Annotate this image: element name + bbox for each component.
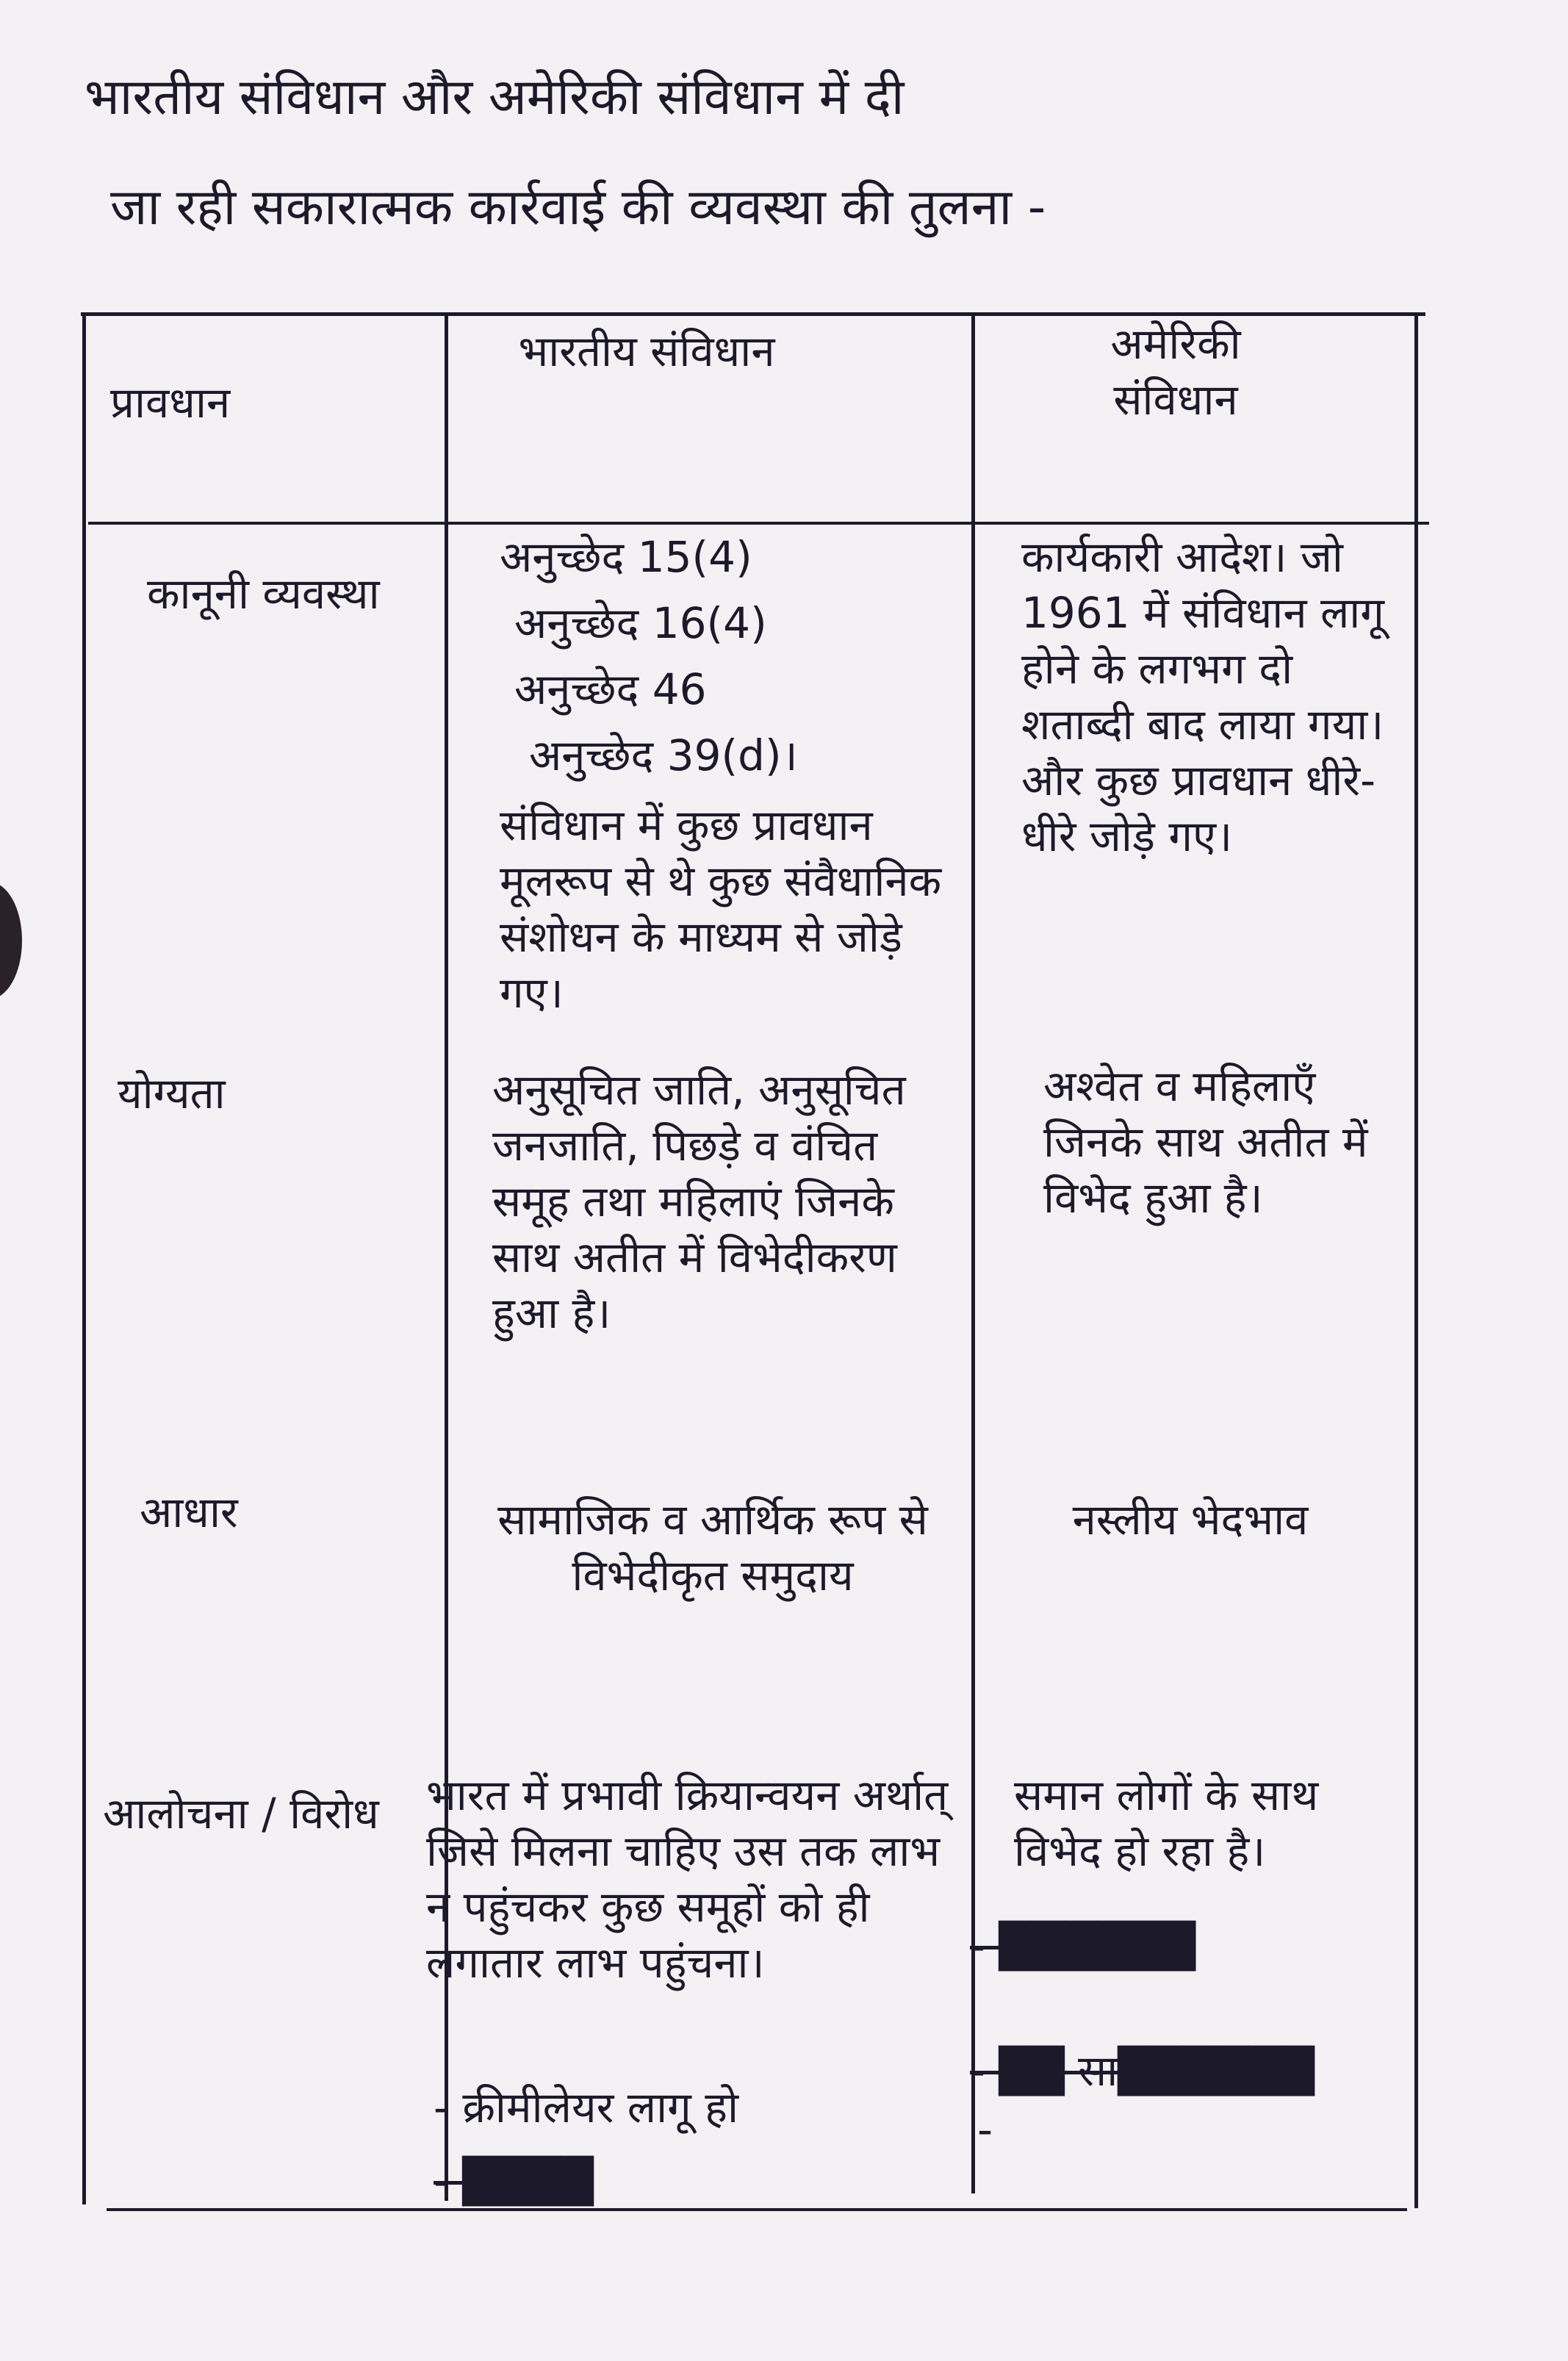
row-legal-indian-line-4: अनुच्छेद 39(d)।: [529, 730, 798, 780]
row-legal-label: कानूनी व्यवस्था: [147, 569, 380, 619]
row-criticism-indian-text: भारत में प्रभावी क्रियान्वयन अर्थात् जिसे मिलना चाहिए उस तक लाभ न पहुंचकर कुछ समूहों को ही लगातार लाभ पहुंचना।: [426, 1770, 949, 1988]
row-criticism-american-text: समान लोगों के साथ विभेद हो रहा है।: [1014, 1770, 1319, 1876]
row-criticism-indian-bullet-2-struck: - ████: [434, 2156, 594, 2206]
row-legal-indian-line-2: अनुच्छेद 16(4): [514, 598, 767, 648]
row-criticism-american-bullet-3: -: [977, 2105, 993, 2155]
row-criticism-label: आलोचना / विरोध: [103, 1789, 379, 1839]
row-criticism-american-bullet-2-struck: - ██ सा██████: [970, 2046, 1315, 2096]
row-eligibility-indian: अनुसूचित जाति, अनुसूचित जनजाति, पिछड़े व वंचित समूह तथा महिलाएं जिनके साथ अतीत में विभेदीकरण हुआ है।: [492, 1065, 906, 1338]
row-legal-american: कार्यकारी आदेश। जो 1961 में संविधान लागू होने के लगभग दो शताब्दी बाद लाया गया। और कुछ प्रावधान धीरे-धीरे जोड़े गए।: [1021, 532, 1384, 861]
table-left-border: [82, 312, 86, 2204]
header-provision: प्रावधान: [110, 378, 231, 428]
row-eligibility-label: योग्यता: [118, 1068, 226, 1118]
row-basis-indian: सामाजिक व आर्थिक रूप से विभेदीकृत समुदाय: [497, 1495, 928, 1600]
row-legal-indian-line-1: अनुच्छेद 15(4): [500, 532, 752, 582]
table-bottom-border: [107, 2208, 1407, 2211]
title-line-2: जा रही सकारात्मक कार्रवाई की व्यवस्था की तुलना -: [110, 179, 1046, 237]
header-indian-constitution: भारतीय संविधान: [518, 326, 775, 376]
row-basis-american: नस्लीय भेदभाव: [1072, 1495, 1309, 1545]
row-legal-indian-line-3: अनुच्छेद 46: [514, 664, 707, 714]
row-legal-indian-note: संविधान में कुछ प्रावधान मूलरूप से थे कुछ संवैधानिक संशोधन के माध्यम से जोड़े गए।: [500, 800, 942, 1018]
row-basis-label: आधार: [140, 1487, 238, 1537]
title-line-1: भारतीय संविधान और अमेरिकी संविधान में दी: [84, 68, 905, 126]
row-criticism-american-bullet-1-struck: - ██████: [970, 1921, 1195, 1971]
table-header-divider: [88, 522, 1429, 525]
table-right-border: [1414, 312, 1418, 2208]
row-criticism-indian-bullet-1: - क्रीमीलेयर लागू हो: [434, 2083, 739, 2132]
table-column-divider-2: [971, 312, 975, 2193]
row-eligibility-american: अश्वेत व महिलाएँ जिनके साथ अतीत में विभेद हुआ है।: [1043, 1061, 1368, 1223]
page-shadow: [0, 882, 22, 999]
header-american-constitution: अमेरिकी संविधान: [1110, 319, 1241, 425]
